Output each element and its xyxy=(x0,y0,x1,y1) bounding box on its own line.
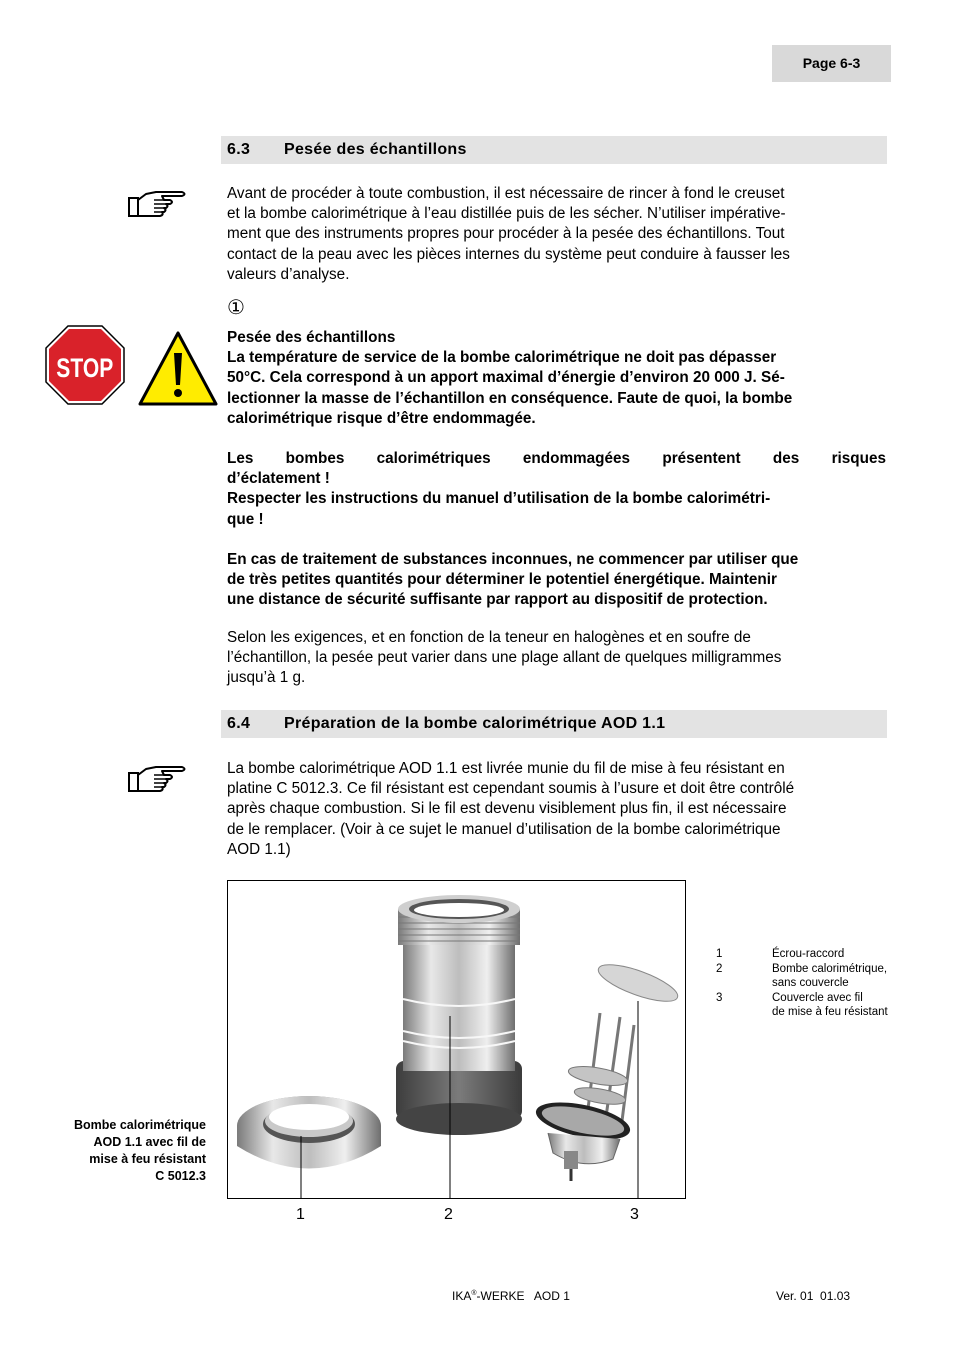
text-line: et la bombe calorimétrique à l’eau distillée puis de les sécher. N’utiliser impérative- xyxy=(227,205,786,223)
caption-line: mise à feu résistant xyxy=(89,1152,206,1166)
union-nut xyxy=(237,1096,381,1169)
caption-line: Bombe calorimétrique xyxy=(74,1118,206,1132)
text-line: jusqu’à 1 g. xyxy=(227,669,306,687)
callout-number-1: 1 xyxy=(296,1206,305,1223)
legend-text: sans couvercle xyxy=(772,977,849,989)
section-title: Préparation de la bombe calorimétrique AOD 1.1 xyxy=(284,715,666,732)
section-6-4-heading xyxy=(221,710,887,738)
warning-triangle-icon xyxy=(138,331,218,412)
text-line: lectionner la masse de l’échantillon en conséquence. Faute de quoi, la bombe xyxy=(227,389,793,407)
text-line: une distance de sécurité suffisante par rapport au dispositif de protection. xyxy=(227,591,768,609)
note-marker: ① xyxy=(227,297,245,319)
bomb-body xyxy=(396,895,522,1135)
legend-number: 3 xyxy=(716,991,723,1004)
caption-line: AOD 1.1 avec fil de xyxy=(93,1135,206,1149)
text-line: AOD 1.1) xyxy=(227,840,291,858)
bomb-photo xyxy=(227,880,686,1199)
warning-block xyxy=(227,328,886,610)
warning-title: Pesée des échantillons xyxy=(227,329,396,346)
legend-text: Bombe calorimétrique, xyxy=(772,962,888,975)
text-line: d’éclatement ! xyxy=(227,470,330,488)
stop-sign-text: STOP xyxy=(56,353,114,384)
text-line: 50°C. Cela correspond à un apport maximal d’énergie d’environ 20 000 J. Sé- xyxy=(227,369,785,387)
section-6-3-heading xyxy=(221,136,887,164)
text-line: Respecter les instructions du manuel d’utilisation de la bombe calorimétri- xyxy=(227,490,771,508)
legend-number: 2 xyxy=(716,962,723,975)
figure-caption xyxy=(40,1117,206,1185)
section-number: 6.4 xyxy=(227,715,251,732)
legend-text: Couvercle avec fil xyxy=(772,991,863,1004)
section-6-4-paragraph xyxy=(227,759,886,860)
footer-model: -WERKE AOD 1 xyxy=(476,1289,570,1303)
text-line: La température de service de la bombe calorimétrique ne doit pas dépasser xyxy=(227,349,777,367)
text-line: platine C 5012.3. Ce fil résistant est cependant soumis à l’usure et doit être contrôlé xyxy=(227,780,795,798)
callout-number-3: 3 xyxy=(630,1206,639,1223)
registered-mark: ® xyxy=(471,1290,477,1297)
text-line: La bombe calorimétrique AOD 1.1 est livrée munie du fil de mise à feu résistant en xyxy=(227,760,785,777)
text-line: calorimétrique risque d’être endommagée. xyxy=(227,409,536,427)
pointing-hand-icon xyxy=(126,761,188,801)
text-line: Avant de procéder à toute combustion, il est nécessaire de rincer à fond le creuset xyxy=(227,185,785,202)
legend-number: 1 xyxy=(716,948,723,960)
text-line: de le remplacer. (Voir à ce sujet le manuel d’utilisation de la bombe calorimétrique xyxy=(227,820,781,838)
footer-brand xyxy=(452,1289,570,1303)
text-line: Les bombes calorimétriques endommagées présentent des risques xyxy=(227,450,886,468)
page-number-label: Page 6-3 xyxy=(772,45,891,82)
text-line: de très petites quantités pour déterminer le potentiel énergétique. Maintenir xyxy=(227,571,777,589)
footer-version: Ver. 01 01.03 xyxy=(776,1289,851,1303)
intro-paragraph xyxy=(227,184,886,285)
legend-text: Écrou-raccord xyxy=(772,948,845,960)
text-line: que ! xyxy=(227,510,264,528)
text-line: après chaque combustion. Si le fil est devenu visiblement plus fin, il est nécessaire xyxy=(227,800,787,818)
text-line: valeurs d’analyse. xyxy=(227,265,350,283)
section-title: Pesée des échantillons xyxy=(284,141,467,158)
text-line: ment que des instruments propres pour procéder à la pesée des échantillons. Tout xyxy=(227,225,785,243)
pointing-hand-icon xyxy=(126,186,188,226)
caption-line: C 5012.3 xyxy=(155,1169,206,1183)
section-number: 6.3 xyxy=(227,141,251,158)
text-line: l’échantillon, la pesée peut varier dans une plage allant de quelques milligrammes xyxy=(227,649,782,667)
stop-sign-icon xyxy=(45,325,125,410)
text-line: Selon les exigences, et en fonction de la teneur en halogènes et en soufre de xyxy=(227,629,751,646)
legend-text: de mise à feu résistant xyxy=(772,1006,888,1018)
text-line: contact de la peau avec les pièces internes du système peut conduire à fausser les xyxy=(227,245,790,263)
lid-with-ignition-wire xyxy=(533,957,682,1181)
text-line: En cas de traitement de substances inconnues, ne commencer par utiliser que xyxy=(227,550,799,568)
footer-brand-name: IKA xyxy=(452,1289,472,1303)
closing-paragraph xyxy=(227,628,886,689)
callout-number-2: 2 xyxy=(444,1206,453,1223)
